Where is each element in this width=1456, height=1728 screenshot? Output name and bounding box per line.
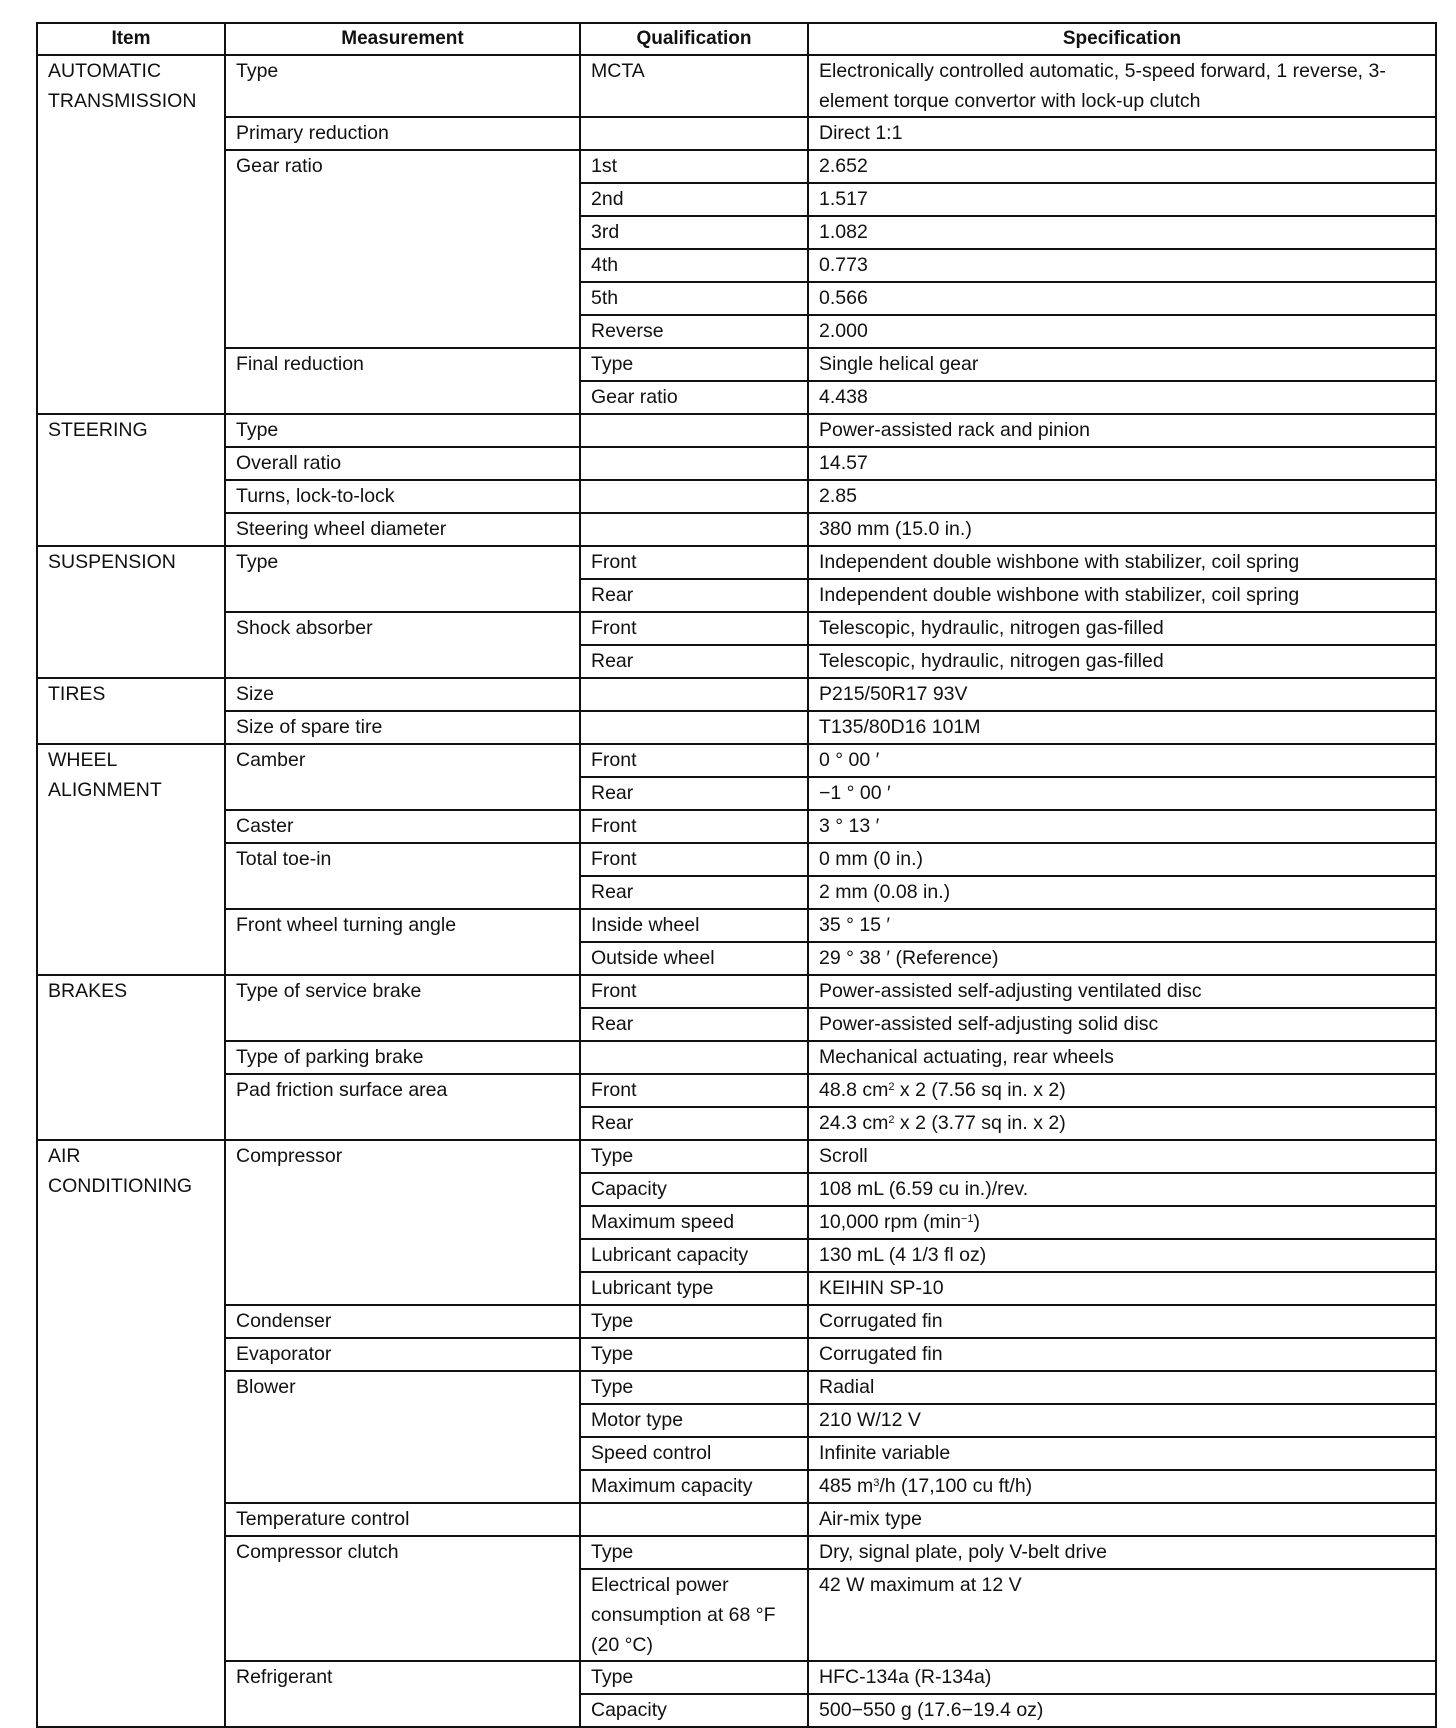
measurement-cell: Type of parking brake bbox=[225, 1041, 580, 1074]
qualification-cell: Type bbox=[580, 1305, 808, 1338]
specification-cell: 0.566 bbox=[808, 282, 1436, 315]
specification-cell: Independent double wishbone with stabilizer, coil spring bbox=[808, 579, 1436, 612]
specification-cell: 0 mm (0 in.) bbox=[808, 843, 1436, 876]
spec-text: ) bbox=[973, 1211, 981, 1233]
measurement-cell: Evaporator bbox=[225, 1338, 580, 1371]
specification-cell: 2.85 bbox=[808, 480, 1436, 513]
spec-text: x 2 (7.56 sq in. x 2) bbox=[894, 1079, 1066, 1101]
specification-cell: Scroll bbox=[808, 1140, 1436, 1173]
qualification-cell: Type bbox=[580, 1140, 808, 1173]
specification-cell bbox=[808, 1074, 1436, 1107]
qualification-cell: 5th bbox=[580, 282, 808, 315]
spec-text: 485 m bbox=[819, 1475, 874, 1497]
qualification-cell: Type bbox=[580, 348, 808, 381]
measurement-cell: Type bbox=[225, 55, 580, 117]
measurement-cell: Total toe-in bbox=[225, 843, 580, 909]
table-row bbox=[37, 744, 1436, 777]
qualification-cell: Type bbox=[580, 1536, 808, 1569]
spec-text: /h (17,100 cu ft/h) bbox=[879, 1475, 1033, 1497]
specification-cell: Power-assisted self-adjusting ventilated disc bbox=[808, 975, 1436, 1008]
qualification-cell: 2nd bbox=[580, 183, 808, 216]
qualification-cell: Inside wheel bbox=[580, 909, 808, 942]
qualification-cell bbox=[580, 678, 808, 711]
qualification-cell: Lubricant type bbox=[580, 1272, 808, 1305]
qualification-cell: Type bbox=[580, 1338, 808, 1371]
qualification-cell: Speed control bbox=[580, 1437, 808, 1470]
spec-text: 24.3 cm bbox=[819, 1112, 889, 1134]
qualification-cell: Rear bbox=[580, 777, 808, 810]
item-cell: SUSPENSION bbox=[37, 546, 225, 678]
measurement-cell: Caster bbox=[225, 810, 580, 843]
qualification-cell: Front bbox=[580, 843, 808, 876]
specification-cell: 14.57 bbox=[808, 447, 1436, 480]
qualification-cell: Electrical power consumption at 68 °F (20 °C) bbox=[580, 1569, 808, 1661]
measurement-cell: Compressor bbox=[225, 1140, 580, 1305]
measurement-cell: Primary reduction bbox=[225, 117, 580, 150]
qualification-cell: Rear bbox=[580, 1107, 808, 1140]
table-row bbox=[37, 843, 1436, 876]
qualification-cell bbox=[580, 447, 808, 480]
spec-text: 48.8 cm bbox=[819, 1079, 889, 1101]
specification-cell: Telescopic, hydraulic, nitrogen gas-filled bbox=[808, 645, 1436, 678]
table-row bbox=[37, 414, 1436, 447]
specification-cell: Dry, signal plate, poly V-belt drive bbox=[808, 1536, 1436, 1569]
specification-cell: Telescopic, hydraulic, nitrogen gas-filled bbox=[808, 612, 1436, 645]
qualification-cell: Front bbox=[580, 612, 808, 645]
qualification-cell: Reverse bbox=[580, 315, 808, 348]
spec-text: 10,000 rpm (min bbox=[819, 1211, 961, 1233]
header-measurement: Measurement bbox=[225, 23, 580, 55]
specification-cell: 380 mm (15.0 in.) bbox=[808, 513, 1436, 546]
specification-cell: Direct 1:1 bbox=[808, 117, 1436, 150]
table-row bbox=[37, 150, 1436, 183]
measurement-cell: Camber bbox=[225, 744, 580, 810]
measurement-cell: Turns, lock-to-lock bbox=[225, 480, 580, 513]
measurement-cell: Gear ratio bbox=[225, 150, 580, 348]
qualification-cell: Motor type bbox=[580, 1404, 808, 1437]
qualification-cell: Front bbox=[580, 744, 808, 777]
measurement-cell: Temperature control bbox=[225, 1503, 580, 1536]
table-row bbox=[37, 711, 1436, 744]
measurement-cell: Blower bbox=[225, 1371, 580, 1503]
qualification-cell: Type bbox=[580, 1371, 808, 1404]
specification-cell bbox=[808, 1107, 1436, 1140]
table-row bbox=[37, 678, 1436, 711]
specification-cell: T135/80D16 101M bbox=[808, 711, 1436, 744]
header-specification: Specification bbox=[808, 23, 1436, 55]
measurement-cell: Type bbox=[225, 546, 580, 612]
measurement-cell: Steering wheel diameter bbox=[225, 513, 580, 546]
specification-cell: KEIHIN SP-10 bbox=[808, 1272, 1436, 1305]
superscript: 3 bbox=[873, 1477, 880, 1489]
specification-cell: Air-mix type bbox=[808, 1503, 1436, 1536]
qualification-cell bbox=[580, 513, 808, 546]
qualification-cell: Type bbox=[580, 1661, 808, 1694]
specification-cell: 210 W/12 V bbox=[808, 1404, 1436, 1437]
table-row bbox=[37, 1305, 1436, 1338]
qualification-cell bbox=[580, 1041, 808, 1074]
qualification-cell: Front bbox=[580, 546, 808, 579]
specification-cell: 108 mL (6.59 cu in.)/rev. bbox=[808, 1173, 1436, 1206]
specification-cell: P215/50R17 93V bbox=[808, 678, 1436, 711]
qualification-cell bbox=[580, 117, 808, 150]
table-row bbox=[37, 1661, 1436, 1694]
specification-cell: Power-assisted rack and pinion bbox=[808, 414, 1436, 447]
qualification-cell: Capacity bbox=[580, 1173, 808, 1206]
table-row bbox=[37, 513, 1436, 546]
item-cell: WHEEL ALIGNMENT bbox=[37, 744, 225, 975]
table-row bbox=[37, 55, 1436, 117]
specification-cell: 29 ° 38 ′ (Reference) bbox=[808, 942, 1436, 975]
table-row bbox=[37, 975, 1436, 1008]
qualification-cell: Front bbox=[580, 810, 808, 843]
specification-cell: Infinite variable bbox=[808, 1437, 1436, 1470]
table-row bbox=[37, 1140, 1436, 1173]
item-cell: STEERING bbox=[37, 414, 225, 546]
table-row bbox=[37, 447, 1436, 480]
specification-cell: 2.652 bbox=[808, 150, 1436, 183]
table-row bbox=[37, 1371, 1436, 1404]
qualification-cell: Capacity bbox=[580, 1694, 808, 1727]
specification-cell: 3 ° 13 ′ bbox=[808, 810, 1436, 843]
table-row bbox=[37, 612, 1436, 645]
superscript: −1 bbox=[960, 1213, 974, 1225]
specification-cell: 2 mm (0.08 in.) bbox=[808, 876, 1436, 909]
measurement-cell: Overall ratio bbox=[225, 447, 580, 480]
qualification-cell: 3rd bbox=[580, 216, 808, 249]
specification-cell: 35 ° 15 ′ bbox=[808, 909, 1436, 942]
header-item: Item bbox=[37, 23, 225, 55]
qualification-cell: Maximum capacity bbox=[580, 1470, 808, 1503]
specification-cell: 1.082 bbox=[808, 216, 1436, 249]
qualification-cell bbox=[580, 480, 808, 513]
measurement-cell: Shock absorber bbox=[225, 612, 580, 678]
measurement-cell: Refrigerant bbox=[225, 1661, 580, 1727]
item-cell: TIRES bbox=[37, 678, 225, 744]
specification-cell: 130 mL (4 1/3 fl oz) bbox=[808, 1239, 1436, 1272]
specification-cell: 4.438 bbox=[808, 381, 1436, 414]
specification-cell: Power-assisted self-adjusting solid disc bbox=[808, 1008, 1436, 1041]
qualification-cell: 4th bbox=[580, 249, 808, 282]
measurement-cell: Pad friction surface area bbox=[225, 1074, 580, 1140]
specification-cell: Single helical gear bbox=[808, 348, 1436, 381]
specification-cell: Electronically controlled automatic, 5-speed forward, 1 reverse, 3-element torque convertor with lock-up clutch bbox=[808, 55, 1436, 117]
item-cell: BRAKES bbox=[37, 975, 225, 1140]
measurement-cell: Front wheel turning angle bbox=[225, 909, 580, 975]
qualification-cell: Outside wheel bbox=[580, 942, 808, 975]
table-row bbox=[37, 1536, 1436, 1569]
specification-cell: 1.517 bbox=[808, 183, 1436, 216]
measurement-cell: Type bbox=[225, 414, 580, 447]
measurement-cell: Size bbox=[225, 678, 580, 711]
qualification-cell bbox=[580, 414, 808, 447]
qualification-cell: MCTA bbox=[580, 55, 808, 117]
specifications-table bbox=[36, 22, 1437, 1728]
qualification-cell: 1st bbox=[580, 150, 808, 183]
measurement-cell: Final reduction bbox=[225, 348, 580, 414]
specification-cell: 2.000 bbox=[808, 315, 1436, 348]
table-row bbox=[37, 1074, 1436, 1107]
qualification-cell: Front bbox=[580, 975, 808, 1008]
specification-cell bbox=[808, 1470, 1436, 1503]
measurement-cell: Type of service brake bbox=[225, 975, 580, 1041]
specification-cell: 42 W maximum at 12 V bbox=[808, 1569, 1436, 1661]
qualification-cell: Lubricant capacity bbox=[580, 1239, 808, 1272]
table-row bbox=[37, 348, 1436, 381]
item-cell: AUTOMATIC TRANSMISSION bbox=[37, 55, 225, 414]
specification-cell: Radial bbox=[808, 1371, 1436, 1404]
specification-cell: 500−550 g (17.6−19.4 oz) bbox=[808, 1694, 1436, 1727]
measurement-cell: Size of spare tire bbox=[225, 711, 580, 744]
specification-cell: −1 ° 00 ′ bbox=[808, 777, 1436, 810]
specification-cell: 0.773 bbox=[808, 249, 1436, 282]
superscript: 2 bbox=[888, 1114, 895, 1126]
qualification-cell: Rear bbox=[580, 1008, 808, 1041]
specification-cell: Corrugated fin bbox=[808, 1305, 1436, 1338]
table-row bbox=[37, 1041, 1436, 1074]
table-row bbox=[37, 810, 1436, 843]
qualification-cell bbox=[580, 711, 808, 744]
header-row bbox=[37, 23, 1436, 55]
qualification-cell: Rear bbox=[580, 645, 808, 678]
qualification-cell: Gear ratio bbox=[580, 381, 808, 414]
table-row bbox=[37, 117, 1436, 150]
table-row bbox=[37, 480, 1436, 513]
measurement-cell: Compressor clutch bbox=[225, 1536, 580, 1661]
specification-cell: 0 ° 00 ′ bbox=[808, 744, 1436, 777]
table-row bbox=[37, 909, 1436, 942]
measurement-cell: Condenser bbox=[225, 1305, 580, 1338]
qualification-cell: Rear bbox=[580, 876, 808, 909]
qualification-cell bbox=[580, 1503, 808, 1536]
specification-cell: Corrugated fin bbox=[808, 1338, 1436, 1371]
qualification-cell: Maximum speed bbox=[580, 1206, 808, 1239]
item-cell: AIR CONDITIONING bbox=[37, 1140, 225, 1727]
specification-cell: Mechanical actuating, rear wheels bbox=[808, 1041, 1436, 1074]
table-row bbox=[37, 1503, 1436, 1536]
specification-cell bbox=[808, 1206, 1436, 1239]
header-qualification: Qualification bbox=[580, 23, 808, 55]
table-row bbox=[37, 1338, 1436, 1371]
qualification-cell: Front bbox=[580, 1074, 808, 1107]
specification-cell: HFC-134a (R-134a) bbox=[808, 1661, 1436, 1694]
superscript: 2 bbox=[888, 1081, 895, 1093]
specification-cell: Independent double wishbone with stabilizer, coil spring bbox=[808, 546, 1436, 579]
spec-text: x 2 (3.77 sq in. x 2) bbox=[894, 1112, 1066, 1134]
table-row bbox=[37, 546, 1436, 579]
qualification-cell: Rear bbox=[580, 579, 808, 612]
